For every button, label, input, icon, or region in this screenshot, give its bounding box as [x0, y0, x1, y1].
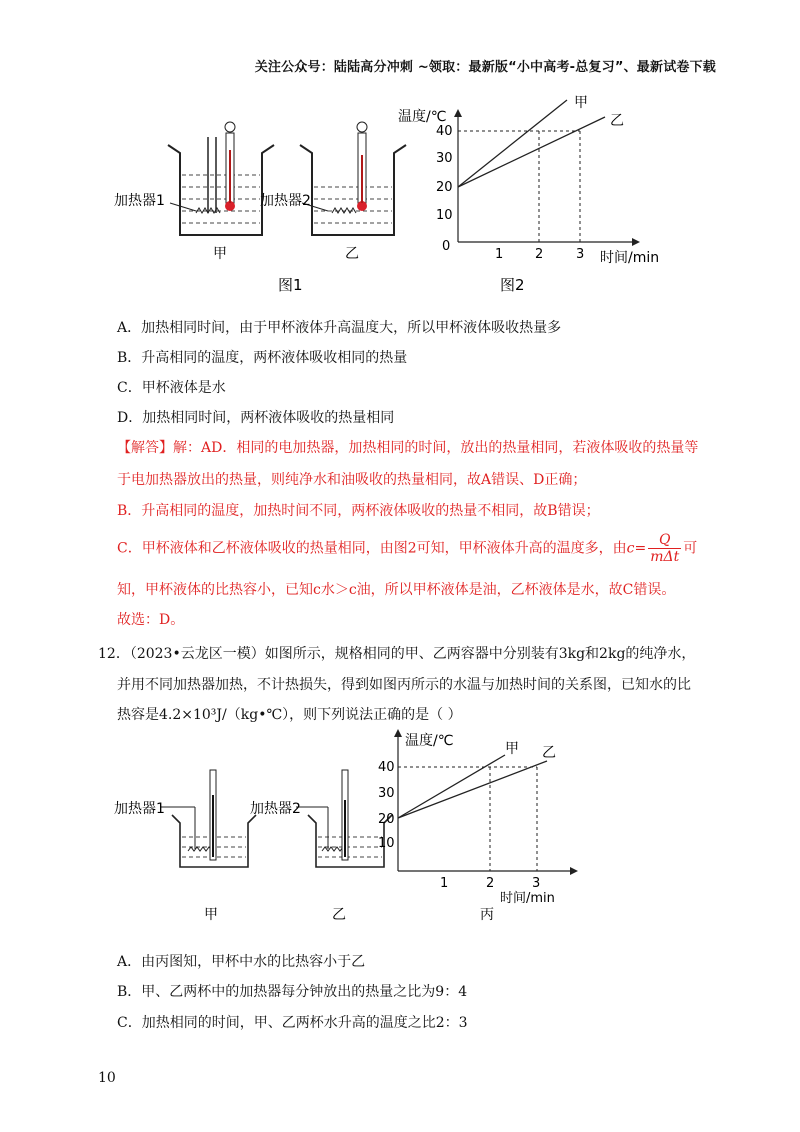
chart-bing-line-yi: [398, 761, 547, 818]
q12-jia-label: 甲: [204, 907, 218, 923]
chart-bing-series-jia: 甲: [505, 741, 519, 757]
q11-option-a: A．加热相同时间，由于甲杯液体升高温度大，所以甲杯液体吸收热量多: [117, 320, 562, 336]
chart2-xtick-3: 3: [576, 247, 585, 262]
fig1-caption: 图1: [278, 276, 303, 294]
q12-stem-line1: 12．（2023•云龙区一模）如图所示，规格相同的甲、乙两容器中分别装有3kg和2kg的纯净水，: [98, 646, 696, 662]
q11-answer-line1: 【解答】解：AD．相同的电加热器，加热相同的时间，放出的热量相同，若液体吸收的热量等: [117, 440, 699, 456]
chart2-ylabel: 温度/℃: [398, 109, 447, 125]
q11-answer-line4: [117, 532, 697, 565]
figure-q12: [100, 725, 600, 930]
fig1-yi-label: 乙: [345, 246, 359, 262]
page-number: 10: [98, 1070, 116, 1086]
chart2-ytick-30: 30: [436, 151, 453, 166]
chart2-ytick-40: 40: [436, 124, 453, 139]
fig2-caption: 图2: [500, 276, 525, 294]
q11-answer-conclusion: 故选：D。: [117, 612, 185, 628]
q12-option-a: A．由丙图知，甲杯中水的比热容小于乙: [117, 954, 366, 970]
chart2-ytick-10: 10: [436, 208, 453, 223]
chart2-xtick-2: 2: [535, 247, 544, 262]
chart-bing-xtick-3: 3: [532, 876, 541, 891]
chart-bing-ylabel: 温度/℃: [405, 733, 454, 749]
figure-1-2: [100, 95, 680, 305]
q12-heater1-label: 加热器1: [114, 801, 165, 817]
q11-answer-line2: 于电加热器放出的热量，则纯净水和油吸收的热量相同，故A错误、D正确；: [117, 472, 587, 488]
q12-option-c: C．加热相同的时间，甲、乙两杯水升高的温度之比2：3: [117, 1015, 468, 1031]
q11-option-c: C．甲杯液体是水: [117, 380, 226, 396]
chart-bing-xtick-1: 1: [440, 876, 449, 891]
beaker-jia: [168, 122, 274, 235]
chart-bing-line-jia: [398, 755, 505, 818]
chart2-xlabel: 时间/min: [600, 250, 660, 266]
formula-eq: =: [634, 540, 647, 557]
q11-answer-line3: B．升高相同的温度，加热时间不同，两杯液体吸收的热量不相同，故B错误；: [117, 503, 600, 519]
chart-bing-ytick-40: 40: [378, 760, 395, 775]
q12-option-b: B．甲、乙两杯中的加热器每分钟放出的热量之比为9：4: [117, 984, 468, 1000]
fig1-jia-label: 甲: [213, 246, 227, 262]
chart-bing: [378, 729, 578, 906]
q12-heater2-label: 加热器2: [250, 801, 301, 817]
chart2-series-yi: 乙: [610, 113, 624, 129]
chart-bing-ytick-30: 30: [378, 786, 395, 801]
fig1-heater2-label: 加热器2: [260, 193, 311, 209]
formula-denominator: mΔt: [650, 549, 680, 565]
q11-answer-line4-text: C．甲杯液体和乙杯液体吸收的热量相同，由图2可知，甲杯液体升高的温度多，由: [117, 540, 627, 557]
beaker-yi: [300, 122, 406, 235]
chart2-series-jia: 甲: [574, 95, 588, 111]
q11-answer-line5: 知，甲杯液体的比热容小，已知c水＞c油，所以甲杯液体是油，乙杯液体是水，故C错误。: [117, 582, 676, 598]
chart-bing-xlabel: 时间/min: [500, 891, 555, 906]
chart2-line-yi: [458, 117, 605, 187]
q12-bing-label: 丙: [480, 907, 494, 923]
page-header: 关注公众号：陆陆高分冲刺 ~领取：最新版“小中高考-总复习”、最新试卷下载: [254, 60, 716, 75]
chart2-ytick-20: 20: [436, 180, 453, 195]
chart2-origin: 0: [442, 239, 451, 254]
formula-fraction: [648, 532, 681, 565]
fig1-heater1-label: 加热器1: [114, 193, 165, 209]
formula-numerator: Q: [648, 532, 681, 549]
q12-yi-label: 乙: [332, 907, 346, 923]
chart-bing-xtick-2: 2: [486, 876, 495, 891]
chart-bing-series-yi: 乙: [542, 745, 556, 761]
chart-bing-ytick-20: 20: [378, 812, 395, 827]
q11-option-b: B．升高相同的温度，两杯液体吸收相同的热量: [117, 350, 408, 366]
q11-option-d: D．加热相同时间，两杯液体吸收的热量相同: [117, 410, 395, 426]
chart-2: [398, 95, 659, 266]
formula-c: c: [626, 540, 635, 557]
q12-beaker-jia: [160, 770, 256, 867]
chart-bing-ytick-10: 10: [378, 836, 395, 851]
q12-stem-line2: 并用不同加热器加热，不计热损失，得到如图丙所示的水温与加热时间的关系图，已知水的比: [117, 677, 691, 693]
q11-answer-line4-end: 可: [683, 540, 698, 557]
chart2-xtick-1: 1: [495, 247, 504, 262]
q12-stem-line3: 热容是4.2×10³J/（kg•℃），则下列说法正确的是（ ）: [117, 707, 462, 723]
